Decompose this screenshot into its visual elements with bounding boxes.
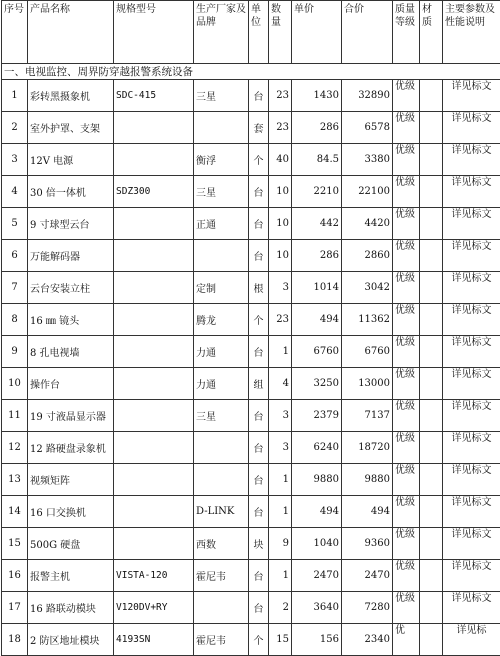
cell-unit: 台 bbox=[249, 432, 269, 464]
cell-material bbox=[420, 624, 443, 656]
cell-total-price: 32890 bbox=[342, 80, 393, 112]
cell-product-name: 8 孔电视墙 bbox=[28, 336, 114, 368]
cell-material bbox=[420, 304, 443, 336]
cell-brand bbox=[194, 112, 249, 144]
cell-model bbox=[114, 528, 194, 560]
table-row bbox=[2, 528, 500, 560]
cell-quality-grade: 优级 bbox=[393, 208, 420, 240]
cell-product-name: 12V 电源 bbox=[28, 144, 114, 176]
cell-material bbox=[420, 80, 443, 112]
cell-index: 1 bbox=[2, 80, 28, 112]
cell-index: 11 bbox=[2, 400, 28, 432]
cell-unit-price: 6240 bbox=[292, 432, 342, 464]
cell-product-name: 操作台 bbox=[28, 368, 114, 400]
cell-quantity: 1 bbox=[269, 496, 292, 528]
cell-unit: 个 bbox=[249, 624, 269, 656]
cell-product-name: 19 寸液晶显示器 bbox=[28, 400, 114, 432]
table-row bbox=[2, 464, 500, 496]
cell-quality-grade: 优级 bbox=[393, 112, 420, 144]
cell-model: VISTA-120 bbox=[114, 560, 194, 592]
cell-total-price: 3380 bbox=[342, 144, 393, 176]
cell-unit: 块 bbox=[249, 528, 269, 560]
cell-unit-price: 494 bbox=[292, 304, 342, 336]
cell-total-price: 9880 bbox=[342, 464, 393, 496]
cell-spec: 详见标文 bbox=[443, 496, 500, 528]
cell-model: V120DV+RY bbox=[114, 592, 194, 624]
cell-quantity: 40 bbox=[269, 144, 292, 176]
cell-material bbox=[420, 368, 443, 400]
header-total-price: 合价 bbox=[342, 1, 393, 64]
cell-total-price: 2340 bbox=[342, 624, 393, 656]
cell-quality-grade: 优级 bbox=[393, 496, 420, 528]
header-quantity: 数量 bbox=[269, 1, 292, 64]
cell-index: 10 bbox=[2, 368, 28, 400]
cell-quality-grade: 优级 bbox=[393, 304, 420, 336]
cell-model: SDZ300 bbox=[114, 176, 194, 208]
cell-unit: 台 bbox=[249, 240, 269, 272]
cell-spec: 详见标 bbox=[443, 624, 500, 656]
header-unit-price: 单价 bbox=[292, 1, 342, 64]
cell-material bbox=[420, 560, 443, 592]
cell-total-price: 494 bbox=[342, 496, 393, 528]
cell-quantity: 2 bbox=[269, 592, 292, 624]
cell-unit-price: 1040 bbox=[292, 528, 342, 560]
cell-quantity: 10 bbox=[269, 240, 292, 272]
table-row bbox=[2, 80, 500, 112]
cell-spec: 详见标文 bbox=[443, 368, 500, 400]
cell-product-name: 视频矩阵 bbox=[28, 464, 114, 496]
cell-total-price: 6578 bbox=[342, 112, 393, 144]
cell-index: 9 bbox=[2, 336, 28, 368]
cell-quantity: 3 bbox=[269, 432, 292, 464]
cell-unit-price: 494 bbox=[292, 496, 342, 528]
table-row bbox=[2, 112, 500, 144]
cell-quantity: 10 bbox=[269, 208, 292, 240]
cell-quality-grade: 优级 bbox=[393, 592, 420, 624]
cell-model bbox=[114, 240, 194, 272]
header-material: 材质 bbox=[420, 1, 443, 64]
cell-unit-price: 3250 bbox=[292, 368, 342, 400]
cell-model bbox=[114, 272, 194, 304]
cell-index: 15 bbox=[2, 528, 28, 560]
cell-model bbox=[114, 400, 194, 432]
header-row bbox=[2, 1, 500, 64]
table-row bbox=[2, 496, 500, 528]
cell-unit-price: 156 bbox=[292, 624, 342, 656]
cell-unit-price: 2470 bbox=[292, 560, 342, 592]
cell-brand: D-LINK bbox=[194, 496, 249, 528]
cell-quality-grade: 优级 bbox=[393, 400, 420, 432]
cell-model bbox=[114, 112, 194, 144]
cell-brand: 力通 bbox=[194, 368, 249, 400]
cell-index: 14 bbox=[2, 496, 28, 528]
cell-total-price: 13000 bbox=[342, 368, 393, 400]
cell-spec: 详见标文 bbox=[443, 336, 500, 368]
cell-quality-grade: 优级 bbox=[393, 528, 420, 560]
cell-quality-grade: 优级 bbox=[393, 464, 420, 496]
cell-unit-price: 442 bbox=[292, 208, 342, 240]
cell-brand: 霍尼韦 bbox=[194, 624, 249, 656]
cell-model bbox=[114, 208, 194, 240]
section-title: 一、电视监控、周界防穿越报警系统设备 bbox=[2, 64, 500, 80]
cell-model bbox=[114, 144, 194, 176]
cell-material bbox=[420, 240, 443, 272]
cell-brand: 西数 bbox=[194, 528, 249, 560]
cell-total-price: 18720 bbox=[342, 432, 393, 464]
cell-spec: 详见标文 bbox=[443, 592, 500, 624]
cell-unit: 台 bbox=[249, 336, 269, 368]
cell-product-name: 500G 硬盘 bbox=[28, 528, 114, 560]
cell-unit: 个 bbox=[249, 304, 269, 336]
table-row bbox=[2, 592, 500, 624]
header-quality-grade: 质量等级 bbox=[393, 1, 420, 64]
cell-spec: 详见标文 bbox=[443, 560, 500, 592]
header-spec: 主要参数及性能说明 bbox=[443, 1, 500, 64]
table-row bbox=[2, 400, 500, 432]
cell-index: 12 bbox=[2, 432, 28, 464]
cell-total-price: 11362 bbox=[342, 304, 393, 336]
cell-brand: 衡浮 bbox=[194, 144, 249, 176]
table-row bbox=[2, 432, 500, 464]
table-row bbox=[2, 336, 500, 368]
cell-product-name: 30 倍一体机 bbox=[28, 176, 114, 208]
cell-total-price: 6760 bbox=[342, 336, 393, 368]
cell-unit-price: 6760 bbox=[292, 336, 342, 368]
cell-index: 2 bbox=[2, 112, 28, 144]
cell-unit: 台 bbox=[249, 176, 269, 208]
table-row bbox=[2, 560, 500, 592]
cell-model bbox=[114, 432, 194, 464]
cell-spec: 详见标文 bbox=[443, 80, 500, 112]
table-row bbox=[2, 304, 500, 336]
cell-quantity: 23 bbox=[269, 304, 292, 336]
cell-material bbox=[420, 432, 443, 464]
header-unit: 单位 bbox=[249, 1, 269, 64]
cell-material bbox=[420, 176, 443, 208]
cell-quantity: 3 bbox=[269, 272, 292, 304]
cell-product-name: 16 ㎜ 镜头 bbox=[28, 304, 114, 336]
cell-unit: 组 bbox=[249, 368, 269, 400]
cell-index: 18 bbox=[2, 624, 28, 656]
cell-spec: 详见标文 bbox=[443, 112, 500, 144]
cell-brand: 腾龙 bbox=[194, 304, 249, 336]
header-model: 规格型号 bbox=[114, 1, 194, 64]
cell-model bbox=[114, 304, 194, 336]
cell-spec: 详见标文 bbox=[443, 240, 500, 272]
cell-product-name: 云台安装立柱 bbox=[28, 272, 114, 304]
cell-unit: 根 bbox=[249, 272, 269, 304]
cell-product-name: 彩转黑摄象机 bbox=[28, 80, 114, 112]
cell-unit: 台 bbox=[249, 208, 269, 240]
cell-total-price: 3042 bbox=[342, 272, 393, 304]
cell-model bbox=[114, 368, 194, 400]
cell-unit-price: 2210 bbox=[292, 176, 342, 208]
cell-quality-grade: 优级 bbox=[393, 240, 420, 272]
cell-product-name: 16 路联动模块 bbox=[28, 592, 114, 624]
cell-material bbox=[420, 144, 443, 176]
cell-brand: 力通 bbox=[194, 336, 249, 368]
cell-material bbox=[420, 112, 443, 144]
cell-quantity: 23 bbox=[269, 112, 292, 144]
cell-model bbox=[114, 336, 194, 368]
cell-quality-grade: 优级 bbox=[393, 176, 420, 208]
cell-total-price: 22100 bbox=[342, 176, 393, 208]
cell-total-price: 4420 bbox=[342, 208, 393, 240]
cell-quantity: 1 bbox=[269, 464, 292, 496]
cell-spec: 详见标文 bbox=[443, 144, 500, 176]
cell-quality-grade: 优级 bbox=[393, 336, 420, 368]
cell-index: 7 bbox=[2, 272, 28, 304]
cell-model: 4193SN bbox=[114, 624, 194, 656]
table-row bbox=[2, 624, 500, 656]
cell-index: 5 bbox=[2, 208, 28, 240]
cell-quantity: 10 bbox=[269, 176, 292, 208]
cell-total-price: 9360 bbox=[342, 528, 393, 560]
header-index: 序号 bbox=[2, 1, 28, 64]
cell-unit: 套 bbox=[249, 112, 269, 144]
cell-model bbox=[114, 464, 194, 496]
cell-material bbox=[420, 464, 443, 496]
cell-quantity: 1 bbox=[269, 560, 292, 592]
cell-quality-grade: 优级 bbox=[393, 560, 420, 592]
cell-quality-grade: 优 bbox=[393, 624, 420, 656]
cell-brand: 三星 bbox=[194, 400, 249, 432]
cell-unit-price: 286 bbox=[292, 112, 342, 144]
section-row bbox=[2, 64, 500, 80]
table-row bbox=[2, 208, 500, 240]
cell-model bbox=[114, 496, 194, 528]
cell-quality-grade: 优级 bbox=[393, 144, 420, 176]
cell-unit: 台 bbox=[249, 464, 269, 496]
cell-brand bbox=[194, 240, 249, 272]
cell-brand: 霍尼韦 bbox=[194, 560, 249, 592]
cell-unit-price: 1430 bbox=[292, 80, 342, 112]
table-row bbox=[2, 144, 500, 176]
cell-product-name: 报警主机 bbox=[28, 560, 114, 592]
cell-spec: 详见标文 bbox=[443, 432, 500, 464]
cell-quality-grade: 优级 bbox=[393, 368, 420, 400]
cell-material bbox=[420, 400, 443, 432]
cell-quantity: 9 bbox=[269, 528, 292, 560]
cell-index: 16 bbox=[2, 560, 28, 592]
cell-material bbox=[420, 592, 443, 624]
cell-product-name: 室外护罩、支架 bbox=[28, 112, 114, 144]
cell-unit: 个 bbox=[249, 144, 269, 176]
cell-spec: 详见标文 bbox=[443, 464, 500, 496]
cell-unit-price: 9880 bbox=[292, 464, 342, 496]
cell-unit-price: 84.5 bbox=[292, 144, 342, 176]
cell-material bbox=[420, 528, 443, 560]
cell-total-price: 2470 bbox=[342, 560, 393, 592]
cell-brand: 三星 bbox=[194, 80, 249, 112]
cell-brand: 三星 bbox=[194, 176, 249, 208]
cell-total-price: 7280 bbox=[342, 592, 393, 624]
cell-unit: 台 bbox=[249, 496, 269, 528]
cell-unit-price: 1014 bbox=[292, 272, 342, 304]
cell-brand: 定制 bbox=[194, 272, 249, 304]
cell-index: 3 bbox=[2, 144, 28, 176]
cell-product-name: 12 路硬盘录象机 bbox=[28, 432, 114, 464]
cell-quality-grade: 优级 bbox=[393, 80, 420, 112]
cell-spec: 详见标文 bbox=[443, 176, 500, 208]
cell-unit: 台 bbox=[249, 80, 269, 112]
cell-quantity: 3 bbox=[269, 400, 292, 432]
cell-material bbox=[420, 336, 443, 368]
cell-product-name: 9 寸球型云台 bbox=[28, 208, 114, 240]
cell-quantity: 23 bbox=[269, 80, 292, 112]
cell-unit: 台 bbox=[249, 400, 269, 432]
cell-index: 4 bbox=[2, 176, 28, 208]
cell-index: 8 bbox=[2, 304, 28, 336]
cell-index: 6 bbox=[2, 240, 28, 272]
cell-model: SDC-415 bbox=[114, 80, 194, 112]
equipment-price-table bbox=[1, 0, 500, 656]
table-row bbox=[2, 272, 500, 304]
cell-spec: 详见标文 bbox=[443, 304, 500, 336]
table-row bbox=[2, 176, 500, 208]
cell-brand: 正通 bbox=[194, 208, 249, 240]
cell-quality-grade: 优级 bbox=[393, 272, 420, 304]
cell-brand bbox=[194, 592, 249, 624]
cell-unit: 台 bbox=[249, 560, 269, 592]
cell-unit-price: 286 bbox=[292, 240, 342, 272]
cell-spec: 详见标文 bbox=[443, 528, 500, 560]
cell-index: 17 bbox=[2, 592, 28, 624]
cell-brand bbox=[194, 432, 249, 464]
table-row bbox=[2, 368, 500, 400]
cell-unit: 台 bbox=[249, 592, 269, 624]
header-product-name: 产品名称 bbox=[28, 1, 114, 64]
cell-spec: 详见标文 bbox=[443, 400, 500, 432]
cell-total-price: 7137 bbox=[342, 400, 393, 432]
cell-product-name: 16 口交换机 bbox=[28, 496, 114, 528]
cell-product-name: 万能解码器 bbox=[28, 240, 114, 272]
cell-total-price: 2860 bbox=[342, 240, 393, 272]
cell-spec: 详见标文 bbox=[443, 272, 500, 304]
cell-spec: 详见标文 bbox=[443, 208, 500, 240]
cell-quantity: 4 bbox=[269, 368, 292, 400]
cell-material bbox=[420, 272, 443, 304]
cell-quality-grade: 优级 bbox=[393, 432, 420, 464]
cell-material bbox=[420, 208, 443, 240]
cell-brand bbox=[194, 464, 249, 496]
cell-index: 13 bbox=[2, 464, 28, 496]
cell-product-name: 2 防区地址模块 bbox=[28, 624, 114, 656]
cell-unit-price: 2379 bbox=[292, 400, 342, 432]
cell-quantity: 1 bbox=[269, 336, 292, 368]
table-row bbox=[2, 240, 500, 272]
cell-quantity: 15 bbox=[269, 624, 292, 656]
cell-material bbox=[420, 496, 443, 528]
header-brand: 生产厂家及品牌 bbox=[194, 1, 249, 64]
cell-unit-price: 3640 bbox=[292, 592, 342, 624]
